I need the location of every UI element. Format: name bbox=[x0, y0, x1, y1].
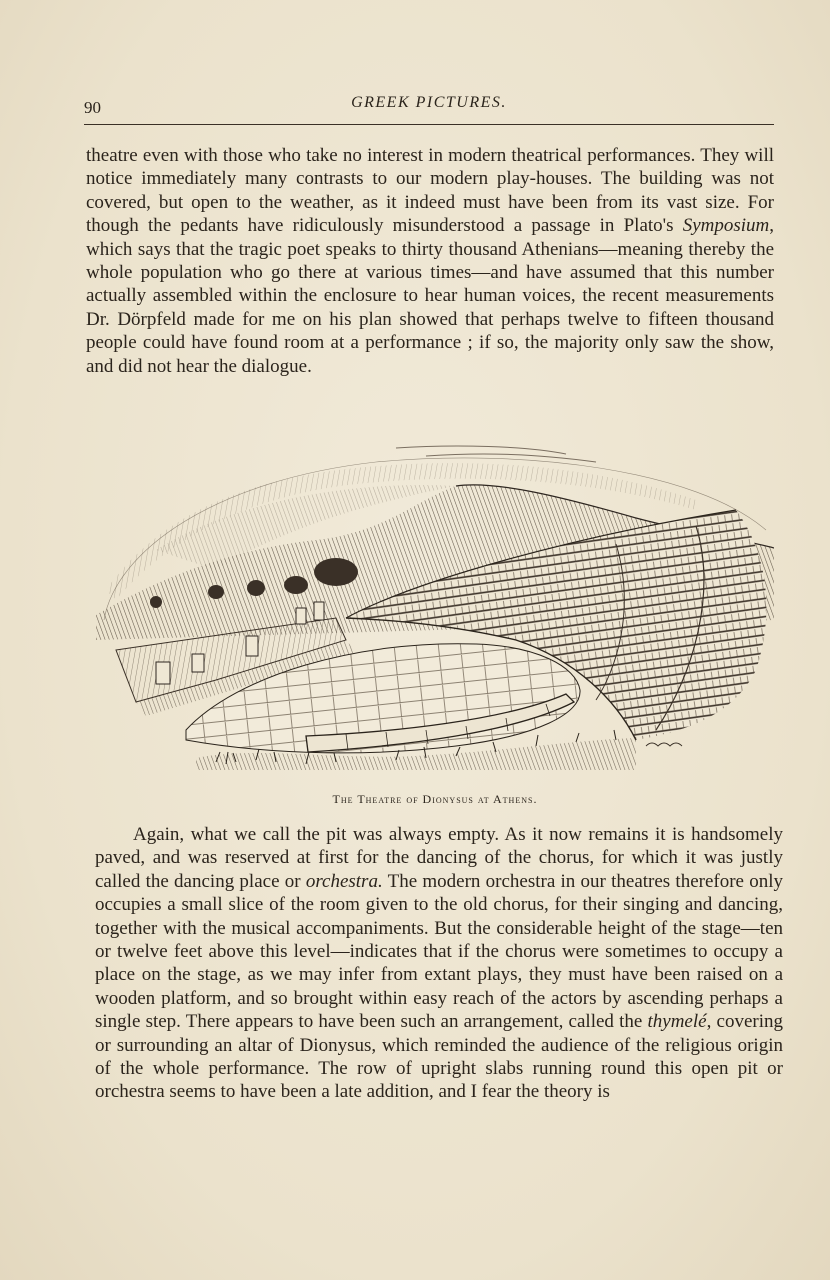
page-number: 90 bbox=[84, 98, 101, 117]
figure-caption: The Theatre of Dionysus at Athens. bbox=[332, 792, 538, 806]
paragraph-2-italic-thymele: thymelé bbox=[647, 1011, 707, 1033]
page-header bbox=[84, 94, 774, 118]
paragraph-1-italic-title: Symposium bbox=[682, 215, 770, 237]
running-title: GREEK PICTURES. bbox=[351, 94, 507, 111]
paragraph-1-text-b: , which says that the tragic poet speaks to thirty thousand Athenians—meaning thereby the whole population who go there at various times—and have assumed that this number actually assembled within the enclosure to hear human voices, the recent measurements Dr. Dörpfeld made for me on his plan showed that perhaps twelve to fifteen thousand people could have found room at a performance ; if so, the majority only saw the show, and did not hear the dialogue. bbox=[86, 215, 774, 377]
paragraph-2-italic-orchestra: orchestra. bbox=[305, 870, 383, 892]
paragraph-2-text-a: Again, what we call the pit was always empty. As it now remains it is handsomely paved, and was reserved at first for the dancing of the chorus, for which it was justly called the dancing place or bbox=[95, 824, 783, 892]
paragraph-2-text-b: The modern orchestra in our theatres therefore only occupies a small slice of the room given to the old chorus, for their singing and dancing, together with the musical accompaniments. But the considerable height of the stage—ten or twelve feet above this level—indicates that if the chorus were sometimes to occupy a place on the stage, as we may infer from extant plays, they must have been raised on a wooden platform, and so brought within easy reach of the actors by ascending perhaps a single step. There appears to have been such an arrangement, called the bbox=[95, 870, 784, 1033]
paragraph-1 bbox=[86, 144, 774, 378]
theatre-engraving bbox=[96, 440, 774, 785]
engraving-illustration bbox=[96, 440, 774, 785]
paragraph-2 bbox=[95, 823, 783, 1104]
paragraph-2-text-c: , covering or surrounding an altar of Dionysus, which reminded the audience of the religious origin of the whole performance. The row of upright slabs running round this open pit or orchestra seems to have been a late addition, and I fear the theory is bbox=[95, 1011, 783, 1103]
paragraph-1-text-a: theatre even with those who take no interest in modern theatrical performances. They will notice immediately many contrasts to our modern play-houses. The building was not covered, but open to the weather, as it indeed must have been from its vast size. For though the pedants have ridiculously misunderstood a passage in Plato's bbox=[86, 145, 774, 237]
header-rule bbox=[84, 124, 774, 125]
